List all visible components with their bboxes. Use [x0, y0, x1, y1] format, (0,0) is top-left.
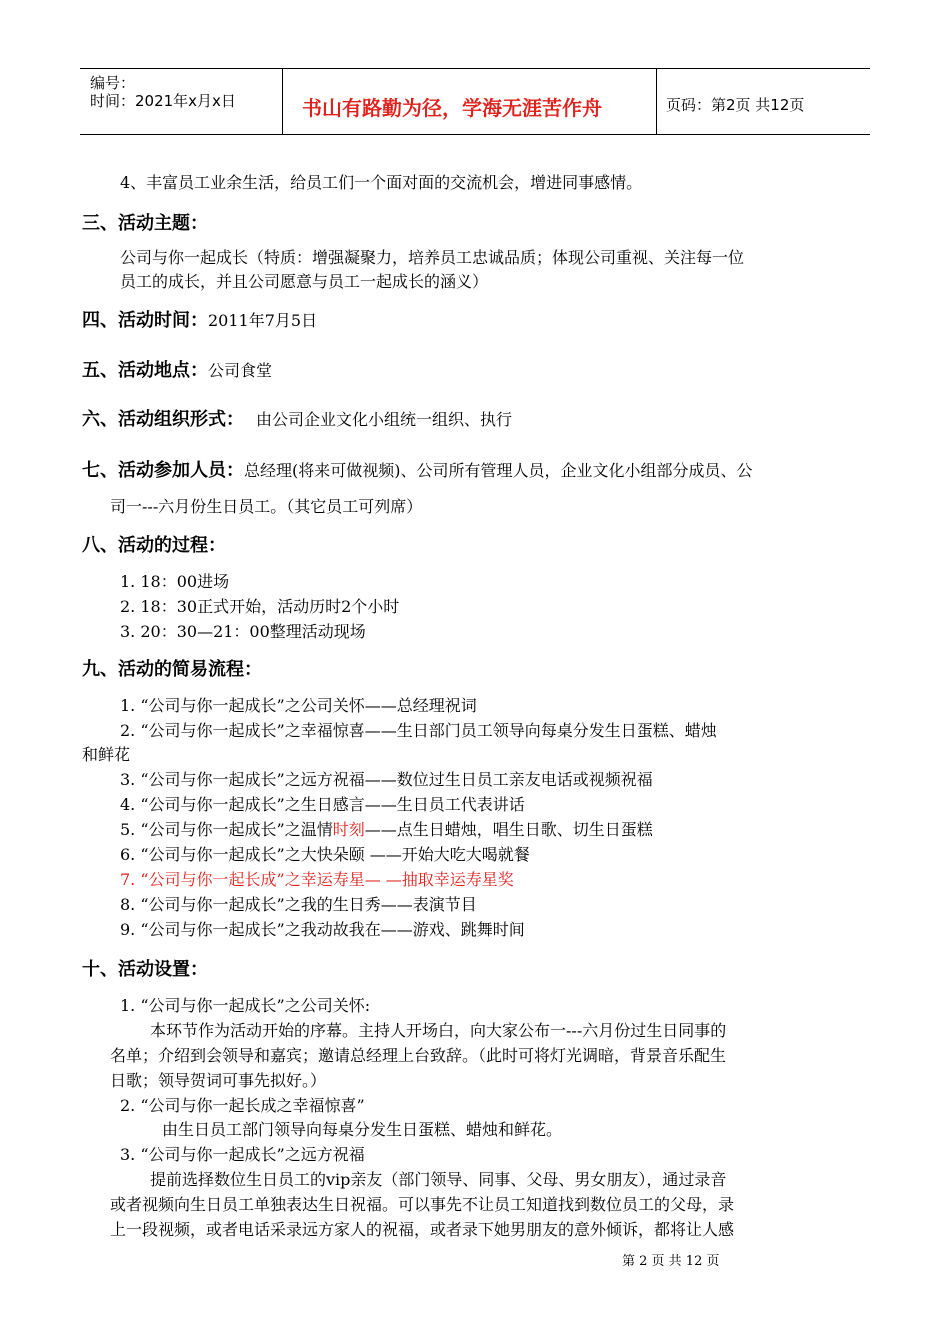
section-6-text: 由公司企业文化小组统一组织、执行 — [256, 410, 513, 429]
setup-item-3-p3: 上一段视频，或者电话采录远方家人的祝福，或者录下她男朋友的意外倾诉，都将让人感 — [110, 1220, 735, 1239]
flow-item-4: 4. “公司与你一起成长”之生日感言——生日员工代表讲话 — [120, 795, 525, 814]
setup-item-2: 2. “公司与你一起长成之幸福惊喜” — [120, 1096, 365, 1115]
header-divider-right — [656, 68, 657, 135]
section-8-item-2: 2. 18：30正式开始，活动历时2个小时 — [120, 597, 400, 616]
section-8-item-3: 3. 20：30—21：00整理活动现场 — [120, 622, 366, 641]
flow-item-2: 2. “公司与你一起成长”之幸福惊喜——生日部门员工领导向每桌分发生日蛋糕、蜡烛 — [120, 721, 717, 740]
section-7 — [82, 456, 753, 482]
setup-item-1-p1: 本环节作为活动开始的序幕。主持人开场白，向大家公布一---六月份过生日同事的 — [150, 1021, 727, 1040]
section-5 — [82, 356, 272, 382]
flow-item-2-cont: 和鲜花 — [82, 745, 131, 764]
header-page: 页码：第2页 共12页 — [666, 96, 805, 114]
section-3-title: 三、活动主题： — [82, 213, 208, 234]
setup-item-1-p3: 日歌；领导贺词可事先拟好。） — [110, 1071, 327, 1090]
header-time: 时间：2021年x月x日 — [90, 92, 236, 110]
setup-item-1: 1. “公司与你一起成长”之公司关怀: — [120, 996, 371, 1015]
section-7-title: 七、活动参加人员： — [82, 460, 244, 481]
section-4-title: 四、活动时间： — [82, 310, 208, 331]
section-8-title: 八、活动的过程： — [82, 535, 226, 556]
section-9-title: 九、活动的简易流程： — [82, 659, 262, 680]
section-7-text1: 总经理(将来可做视频)、公司所有管理人员，企业文化小组部分成员、公 — [244, 461, 753, 480]
section-7-text2: 司一---六月份生日员工。（其它员工可列席） — [110, 497, 423, 516]
paragraph-4: 4、丰富员工业余生活，给员工们一个面对面的交流机会，增进同事感情。 — [120, 173, 643, 192]
flow-item-8: 8. “公司与你一起成长”之我的生日秀——表演节目 — [120, 895, 477, 914]
section-3-line2: 员工的成长，并且公司愿意与员工一起成长的涵义） — [120, 272, 489, 291]
flow-item-6: 6. “公司与你一起成长”之大快朵颐 ——开始大吃大喝就餐 — [120, 845, 530, 864]
section-5-title: 五、活动地点： — [82, 360, 208, 381]
flow-item-5-b: ——点生日蜡烛，唱生日歌、切生日蛋糕 — [364, 820, 653, 839]
setup-item-3-p2: 或者视频向生日员工单独表达生日祝福。可以事先不让员工知道找到数位员工的父母，录 — [110, 1195, 735, 1214]
flow-item-9: 9. “公司与你一起成长”之我动故我在——游戏、跳舞时间 — [120, 920, 525, 939]
section-6 — [82, 405, 512, 431]
section-5-text: 公司食堂 — [208, 361, 273, 380]
setup-item-2-p: 由生日员工部门领导向每桌分发生日蛋糕、蜡烛和鲜花。 — [162, 1120, 563, 1139]
section-10-title: 十、活动设置： — [82, 959, 208, 980]
flow-item-5 — [120, 817, 653, 840]
header-divider-left — [282, 68, 283, 135]
flow-item-5-highlight: 时刻 — [332, 820, 365, 839]
flow-item-1: 1. “公司与你一起成长”之公司关怀——总经理祝词 — [120, 696, 477, 715]
header-top-border — [80, 68, 870, 69]
section-6-title: 六、活动组织形式： — [82, 409, 244, 430]
footer-page-number: 第 2 页 共 12 页 — [622, 1254, 720, 1269]
section-8-item-1: 1. 18：00进场 — [120, 572, 230, 591]
header-bottom-border — [80, 134, 870, 135]
flow-item-5-a: 5. “公司与你一起成长”之温情 — [120, 820, 333, 839]
section-3-line1: 公司与你一起成长（特质：增强凝聚力，培养员工忠诚品质；体现公司重视、关注每一位 — [120, 248, 745, 267]
setup-item-1-p2: 名单；介绍到会领导和嘉宾；邀请总经理上台致辞。（此时可将灯光调暗，背景音乐配生 — [110, 1046, 727, 1065]
setup-item-3: 3. “公司与你一起成长”之远方祝福 — [120, 1145, 365, 1164]
header-motto: 书山有路勤为径，学海无涯苦作舟 — [302, 96, 602, 120]
section-4 — [82, 306, 317, 332]
header-number: 编号： — [90, 74, 136, 92]
section-4-text: 2011年7月5日 — [208, 311, 318, 330]
flow-item-3: 3. “公司与你一起成长”之远方祝福——数位过生日员工亲友电话或视频祝福 — [120, 770, 653, 789]
setup-item-3-p1: 提前选择数位生日员工的vip亲友（部门领导、同事、父母、男女朋友），通过录音 — [150, 1170, 727, 1189]
flow-item-7: 7. “公司与你一起长成”之幸运寿星— —抽取幸运寿星奖 — [120, 870, 514, 889]
